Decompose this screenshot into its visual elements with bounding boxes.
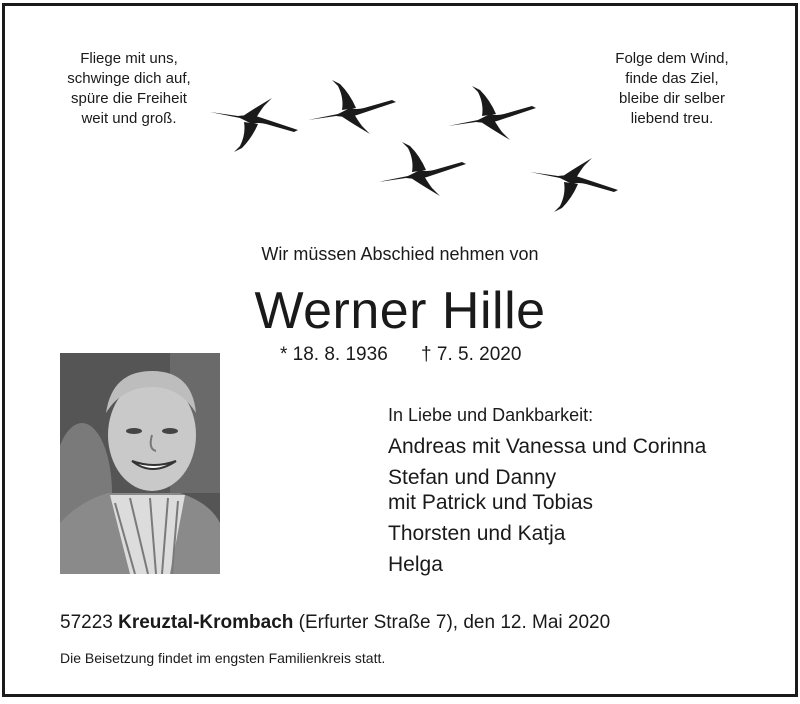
- mourner-entry: Andreas mit Vanessa und Corinna: [388, 435, 707, 458]
- town: Kreuztal-Krombach: [118, 612, 294, 633]
- place-and-date: [60, 612, 610, 634]
- funeral-note: Die Beisetzung findet im engsten Familienkreis statt.: [60, 650, 386, 666]
- mourner-entry-line: Stefan und Danny: [388, 466, 557, 489]
- postcode: 57223: [60, 612, 113, 633]
- crane-icon: [210, 98, 298, 152]
- mourners-heading: In Liebe und Dankbarkeit:: [388, 405, 594, 425]
- flying-cranes-illustration: [200, 70, 640, 230]
- poem-right-line: Folge dem Wind,: [615, 50, 729, 67]
- mourner-entry: [388, 465, 706, 515]
- deceased-name: Werner Hille: [254, 282, 546, 340]
- poem-left-line: spüre die Freiheit: [71, 90, 187, 107]
- poem-left: [54, 49, 204, 129]
- death-date: † 7. 5. 2020: [421, 344, 522, 365]
- poem-left-line: weit und groß.: [81, 110, 177, 127]
- poem-right-line: finde das Ziel,: [625, 70, 719, 87]
- address-and-date: (Erfurter Straße 7), den 12. Mai 2020: [298, 612, 611, 633]
- poem-left-line: schwinge dich auf,: [67, 70, 191, 87]
- crane-icon: [448, 86, 536, 140]
- mourner-entry: Thorsten und Katja: [388, 522, 566, 545]
- portrait-photo: [60, 353, 220, 574]
- crane-icon: [308, 80, 396, 134]
- mourner-entry-line: mit Patrick und Tobias: [388, 491, 594, 514]
- poem-right-line: bleibe dir selber: [619, 90, 725, 107]
- mourner-entry: Helga: [388, 553, 443, 576]
- life-dates: [280, 344, 521, 366]
- mourners-list: [388, 405, 706, 583]
- poem-left-line: Fliege mit uns,: [80, 50, 178, 67]
- poem-right-line: liebend treu.: [630, 110, 714, 127]
- crane-icon: [530, 158, 618, 212]
- intro-text: Wir müssen Abschied nehmen von: [261, 244, 539, 264]
- birth-date: * 18. 8. 1936: [280, 344, 388, 365]
- crane-icon: [378, 142, 466, 196]
